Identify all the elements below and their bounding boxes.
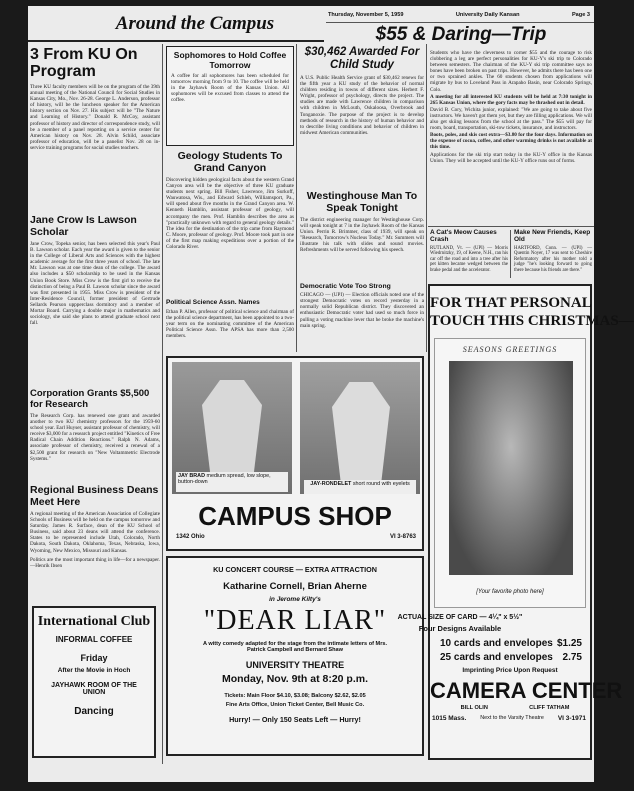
owner-right: CLIFF TATHAM	[529, 705, 570, 712]
offer-label: 25 cards and envelopes	[440, 651, 553, 663]
banner-rule	[28, 40, 324, 42]
newspaper-page	[28, 6, 634, 782]
camera-center-pricing	[330, 614, 623, 764]
article-body: HARTFORD, Conn. — (UPI) — Quentin Noyer, 17 was sent to Cheshire Reformatory after his mother told a judge "he's looking forward to going there because his friends are there."	[514, 245, 592, 273]
article-kc-program	[30, 46, 160, 206]
headline: $55 & Daring—Trip	[375, 24, 547, 45]
caption-desc: medium spread, low slope, button-down	[178, 473, 271, 485]
owners	[440, 705, 590, 711]
caption-jay-brad	[176, 472, 288, 492]
date-line	[328, 12, 590, 22]
article-body-bold: A meeting for all interested KU students will be held at 7:30 tonight in 265 Kansas Union, where the gory facts may be thrashed out in detail.	[430, 93, 592, 106]
headline: Regional Business Deans Meet Here	[30, 484, 159, 508]
shirt-photo-right	[300, 362, 420, 494]
article-poli-sci	[166, 300, 294, 350]
column-rule	[162, 44, 163, 764]
headline: Make New Friends, Keep Old	[514, 229, 591, 243]
headline: Jane Crow Is Lawson Scholar	[30, 214, 137, 238]
camera-center-contact	[432, 715, 586, 722]
headline: 3 From KU On Program	[30, 46, 138, 80]
article-body: The district engineering manager for Westinghouse Corp. will speak tonight at 7 in the Jayhawk Room of the Kansas Union. Perrin R. Brimmer, class of 1939, will speak on "Research, Tomorrow's Nucleus Today." Mr. Summers will illustrate his talk with slides and sound movies. Refreshments will be served following his speech.	[300, 217, 424, 254]
article-body: David B. Cory, Wichita junior, explained: "We are going to take about five instructors. We haven't got them yet, but they are filling applications. We will also get skiing lessons from the school at the pass." The $55 will pay for room, board, transportation, ski-tow tickets, insurance, and instructors.	[430, 106, 592, 132]
caption-name: JAY-RONDELET	[310, 481, 352, 487]
headline: Democratic Vote Too Strong	[300, 283, 391, 290]
column-rule	[510, 230, 511, 278]
paper-name: University Daily Kansan	[455, 12, 520, 18]
club-activity: Dancing	[74, 705, 114, 717]
quote: Politics are the most important thing in life—for a newspaper.—Henrik Ibsen	[30, 556, 160, 569]
family-photo	[449, 361, 573, 575]
camera-address: 1015 Mass.	[432, 715, 467, 723]
card-size: ACTUAL SIZE OF CARD — 4¼" x 5½"	[397, 614, 523, 621]
article-body: A coffee for all sophomores has been scheduled for tomorrow morning from 9 to 10. The coffee will be held in the Jayhawk Room of the Kansas Union. All sophomores will be excused from classes to attend the coffee.	[171, 73, 289, 104]
article-jane-crow	[30, 214, 160, 384]
headline: Westinghouse Man To Speak Tonight	[306, 190, 418, 214]
ad-headline-2: TOUCH THIS CHRISTMAS—	[430, 313, 634, 329]
club-when: After the Movie in Hoch	[57, 666, 131, 674]
article-body: CHICAGO — (UPI) — Election officials noted one of the strongest Democratic votes on record yesterday in a normally solid Republican district. They discovered an enthusiastic Democratic voter had used so much force in pulling a voting machine lever that he broke the machine's main spring.	[300, 292, 424, 329]
camera-next-to: Next to the Varsity Theatre	[480, 715, 544, 722]
club-place: JAYHAWK ROOM OF THE UNION	[51, 681, 137, 697]
headline: $30,462 Awarded For Child Study	[304, 46, 420, 71]
campus-shop-name: CAMPUS SHOP	[198, 501, 392, 531]
concert-tickets: Tickets: Main Floor $4.10, $3.08; Balcony $2.62, $2.05	[224, 692, 366, 699]
article-body: Discovering hidden geological facts about the western Grand Canyon area will be the objective of three KU graduate students next spring. Bill Fisher, Lawrence, Jim Surkoff, Wauwatosa, Wis., and Edward Schleh, Williamsport, Pa., will spend about five months in the Grand Canyon area. W. Kenneth Hamblin, assistant professor of geology, will accompany the men. Prof. Hamblin describes the area as "practically unknown with regard to general geology details." The idea for the destination of the trip came from Raymond C. Moore, professor of geology. Prof. Moore took part in one of the first map making expeditions over a portion of the Colorado River.	[166, 177, 294, 251]
campus-shop-contact	[176, 534, 416, 544]
shop-address: 1342 Ohio	[176, 534, 205, 540]
article-friends	[514, 230, 592, 278]
headline: Political Science Assn. Names	[166, 299, 260, 306]
photo-label: [Your favorite photo here]	[476, 589, 544, 595]
around-campus-banner	[76, 13, 314, 39]
ski-trip-body	[430, 50, 592, 224]
article-body: Jane Crow, Topeka senior, has been selected this year's Paul B. Lawson scholar. Each year the award is given to the senior in the College of Liberal Arts and Sciences with the highest academic average for the first three years of school. The late Mr. Lawson was at one time dean of the college. The award also includes a $50 scholarship to be used in the Kansas Union Book Store. Miss Crow is the first girl to receive the distinction of being a Paul B. Lawson scholar since the award was first presented in 1955. Miss Crow is president of the Inter-Residence Council, former president of Gertrude Sellards Pearson uppperclass dormitory and a member of Mortar Board. Carrying a double major in mathematics and sociology, she said she plans to attend graduate school next fall.	[30, 241, 160, 327]
card-greeting: SEASONS GREETINGS	[462, 345, 558, 354]
article-geology	[166, 150, 294, 298]
article-body: A regional meeting of the American Association of Collegiate Schools of Business will be held on the campus tomorrow and Saturday. James R. Surface, dean of the KU School of Business, said about 23 deans will attend the conference. States to be represented include Utah, Colorado, North Dakota, South Dakota, Oklahoma, Texas, Nebraska, Iowa, Wyoming, New Mexico, Missouri and Kansas.	[30, 511, 160, 554]
offer-10	[440, 639, 582, 650]
club-subtitle: INFORMAL COFFEE	[55, 635, 133, 644]
article-sophomores	[166, 46, 294, 146]
shop-phone: VI 3-8763	[389, 534, 416, 540]
article-cat-crash	[430, 230, 508, 278]
caption-desc: short round with eyelets	[352, 481, 410, 487]
offer-price: 2.75	[562, 651, 582, 663]
concert-outlets: Fine Arts Office, Union Ticket Center, Bell Music Co.	[225, 701, 365, 708]
greeting-card-image	[434, 338, 586, 608]
article-democratic-vote	[300, 283, 424, 351]
date-rule	[326, 22, 594, 23]
imprinting: Imprinting Price Upon Request	[462, 667, 558, 675]
concert-in-line: in Jerome Kilty's	[269, 595, 321, 603]
article-body: The Research Corp. has renewed one grant and awarded another to two KU chemistry professors for the 1959-60 school year. Earl Huyser, assistant professor of chemistry, will receive $3,000 for a research project entitled "Kinetics of Free Radical Chain Addition Reactions." Ralph N. Adams, associate professor of chemistry, received a renewal of a $2,500 grant for research on "New Voltammetric Electrode Systems."	[30, 413, 160, 462]
designs-available: Four Designs Available	[418, 624, 502, 634]
campus-shop-ad	[166, 356, 424, 551]
caption-name: JAY BRAD	[178, 473, 205, 479]
headline: A Cat's Meow Causes Crash	[430, 229, 497, 243]
camera-center-name: CAMERA CENTER	[430, 678, 623, 704]
owner-left: BILL OLIN	[460, 705, 488, 712]
article-body: Three KU faculty members will be on the program of the 39th annual meeting of the National Council for Social Studies in Kansas City, Mo., Nov. 26-28. George L. Anderson, professor of history, will be the luncheon speaker for the American history section on Nov. 27. His subject will be "The Nature and Learning of History." Donald R. McCoy, assistant professor of history and director of correspondence study, will be a member of a panel reporting on a service center for American history on Nov. 28. Alvin Schild, associate professor of education, will be a panelist Nov. 28 on in-service training programs for social studies teachers.	[30, 84, 160, 151]
article-body-bold: Boots, poles, and skis cost extra—$3.80 for the four days. Information on the expense of cocoa, coffee, and other warming drinks is not available at this time.	[430, 132, 592, 151]
issue-date: Thursday, November 5, 1959	[328, 12, 404, 18]
caption-jay-rondelet	[304, 480, 416, 494]
column-rule	[296, 44, 297, 352]
article-body: RUTLAND, Vt. — (UPI) — Morris Wiedrnitzky, 19, of Keene, N.H., ran his car off the road and into a tree after his pet kitten became wedged between the brake pedal and the accelerator.	[430, 245, 508, 273]
ad-headline-1: FOR THAT PERSONAL	[430, 295, 592, 311]
section-rule	[428, 226, 594, 227]
headline: Sophomores to Hold Coffee Tomorrow	[173, 50, 287, 70]
article-body: A U.S. Public Health Service grant of $30,462 renews for the fifth year a KU study of the behavior of normal children residing in towns of different sizes. Herbert F. Wright, professor of psychology, directs the project. The studies are made with Lawrence children in comparison with children in McLouth, Oskaloosa, Overbrook and Tonganoxie. The purpose of the project is to develop methods of research in the history of human behavior and to describe living conditions and behavior of children in midwest American communities.	[300, 75, 424, 136]
concert-stars: Katharine Cornell, Brian Aherne	[223, 580, 367, 592]
article-body: Students who have the cleverness to corner $55 and the courage to risk clobbering a leg are perfect personalities for KU-Y's ski trip to Colorado between semesters. The chairman of the KU-Y ski trip committee says no bones have been broken on past trips. However, he admits there has been one or two sprained ankles. The 60 students chosen from applications will migrate by bus to Loveland Pass in Arapaho Basin, near Colorado Springs, Colo.	[430, 50, 592, 93]
club-title: International Club	[37, 614, 151, 629]
headline: Corporation Grants $5,500 for Research	[30, 388, 150, 410]
concert-title: "DEAR LIAR"	[203, 604, 387, 636]
concert-hurry: Hurry! — Only 150 Seats Left — Hurry!	[229, 714, 361, 724]
concert-description: A witty comedy adapted for the stage from the intimate letters of Mrs. Patrick Campbell and Bernard Shaw	[202, 640, 388, 653]
concert-when: Monday, Nov. 9th at 8:20 p.m.	[221, 672, 369, 685]
headline: Geology Students To Grand Canyon	[177, 150, 283, 174]
camera-phone: VI 3-1971	[557, 715, 586, 723]
article-body: Ethan P. Allen, professor of political science and chairman of the political science department, has been appointed to a two-year term on the nominating committee of the American Political Science Assn. The APSA has more than 2,500 members.	[166, 308, 294, 340]
article-research-grants	[30, 388, 160, 480]
page-number: Page 3	[571, 12, 590, 18]
article-deans-meet	[30, 484, 160, 602]
concert-top-line: KU CONCERT COURSE — EXTRA ATTRACTION	[213, 565, 377, 574]
club-day: Friday	[80, 653, 108, 664]
offer-label: 10 cards and envelopes	[440, 638, 553, 650]
offer-25	[440, 653, 582, 664]
offer-price: $1.25	[556, 638, 582, 650]
international-club-ad	[32, 606, 156, 758]
concert-venue: UNIVERSITY THEATRE	[245, 659, 345, 670]
banner-title: Around the Campus	[115, 13, 275, 34]
article-body: Applications for the ski trip start today in the KU-Y office in the Kansas Union. They will be accepted until the KU-Y office runs out of forms.	[430, 151, 592, 164]
